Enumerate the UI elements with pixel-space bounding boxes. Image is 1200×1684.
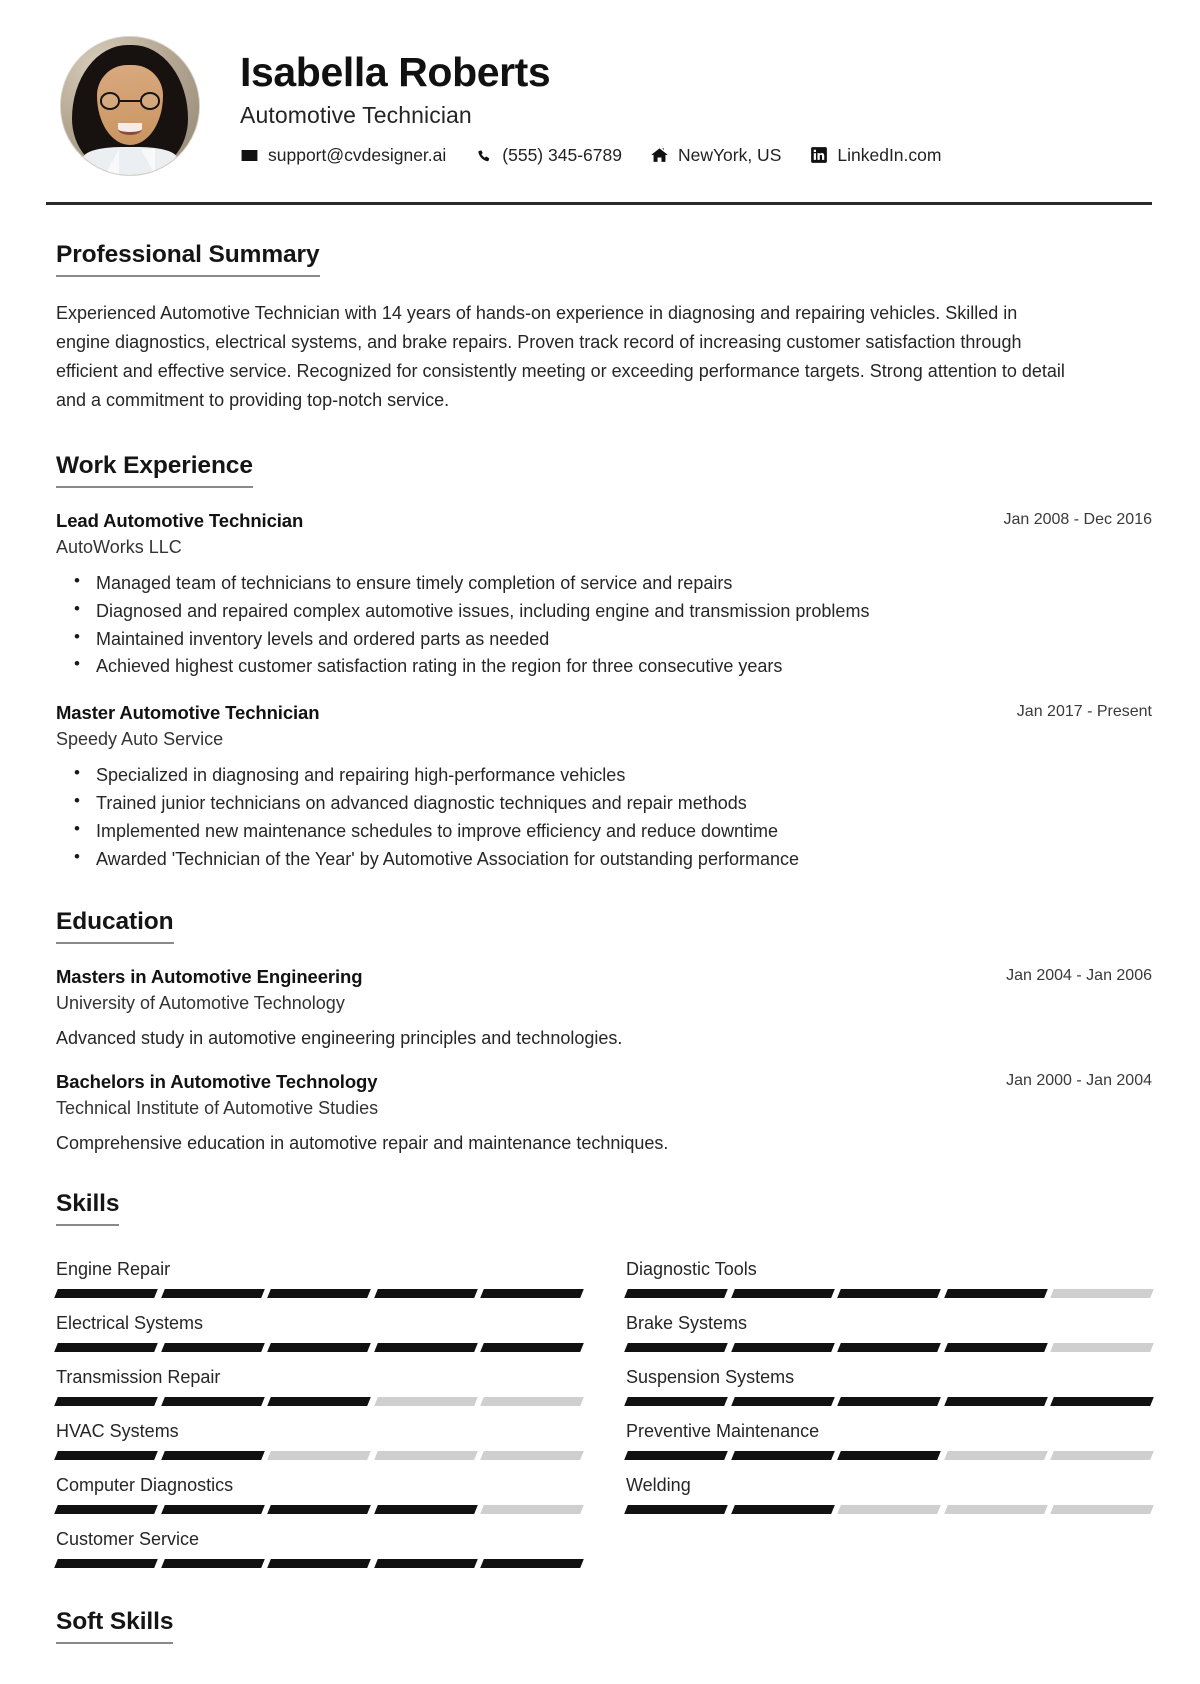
work-entry-header	[56, 702, 1152, 724]
work-bullet: • Trained junior technicians on advanced diagnostic techniques and repair methods	[96, 790, 1152, 816]
work-role: Master Automotive Technician	[56, 701, 320, 723]
skill-segment-filled	[1051, 1397, 1154, 1406]
skill-segment-empty	[1051, 1289, 1154, 1298]
skill-segment-filled	[624, 1451, 727, 1460]
envelope-icon	[240, 146, 259, 165]
photo-smile	[118, 123, 143, 135]
skill-segment-filled	[161, 1559, 264, 1568]
skill-segment-filled	[731, 1343, 834, 1352]
skill-segment-filled	[161, 1397, 264, 1406]
photo-collar-left	[105, 149, 119, 175]
resume-body	[0, 241, 1200, 1644]
skill-item	[56, 1406, 582, 1460]
skill-segment-filled	[161, 1451, 264, 1460]
skill-item	[626, 1244, 1152, 1298]
section-work-experience	[56, 452, 1152, 873]
work-bullet: • Diagnosed and repaired complex automotive issues, including engine and transmission problems	[96, 598, 1152, 624]
skill-segment-empty	[481, 1505, 584, 1514]
skill-level-bar	[56, 1451, 582, 1460]
skill-segment-filled	[54, 1559, 157, 1568]
skill-segment-filled	[837, 1289, 940, 1298]
work-bullet-list	[56, 762, 1152, 872]
summary-text: Experienced Automotive Technician with 14 years of hands-on experience in diagnosing and repairing vehicles. Skilled in engine diagnostics, electrical systems, and brake repairs. Proven track record of increasing customer satisfaction through efficient and effective service. Recognized for consistently meeting or exceeding performance targets. Strong attention to detail and a commitment to providing top-notch service.	[56, 303, 1065, 411]
skill-name: Suspension Systems	[626, 1367, 795, 1388]
skill-name: Computer Diagnostics	[56, 1475, 234, 1496]
skill-segment-filled	[161, 1505, 264, 1514]
skill-segment-filled	[481, 1559, 584, 1568]
education-entry	[56, 1071, 1152, 1154]
skill-segment-empty	[837, 1505, 940, 1514]
skill-segment-filled	[267, 1505, 370, 1514]
header-info	[240, 46, 1152, 165]
photo-collar-right	[141, 149, 155, 175]
section-title-skills: Skills	[56, 1190, 119, 1226]
skill-segment-filled	[944, 1289, 1047, 1298]
work-entry	[56, 702, 1152, 872]
skill-name: Brake Systems	[626, 1313, 748, 1334]
skill-item	[626, 1352, 1152, 1406]
skill-segment-filled	[624, 1289, 727, 1298]
education-degree: Bachelors in Automotive Technology	[56, 1071, 378, 1093]
skill-item	[56, 1352, 582, 1406]
skill-segment-filled	[54, 1397, 157, 1406]
skill-segment-filled	[267, 1397, 370, 1406]
candidate-name: Isabella Roberts	[240, 49, 551, 96]
education-institution: Technical Institute of Automotive Studies	[56, 1098, 379, 1119]
section-education	[56, 908, 1152, 1154]
skill-level-bar	[56, 1397, 582, 1406]
work-bullet: • Achieved highest customer satisfaction rating in the region for three consecutive years	[96, 653, 1152, 679]
work-organization: AutoWorks LLC	[56, 536, 182, 557]
skill-segment-filled	[374, 1559, 477, 1568]
skill-level-bar	[626, 1451, 1152, 1460]
skill-segment-filled	[161, 1343, 264, 1352]
skill-segment-filled	[374, 1289, 477, 1298]
skill-segment-empty	[1051, 1505, 1154, 1514]
skill-segment-filled	[481, 1289, 584, 1298]
section-title-education: Education	[56, 908, 174, 944]
skill-segment-empty	[944, 1451, 1047, 1460]
header-divider	[46, 202, 1152, 205]
section-skills	[56, 1190, 1152, 1568]
skill-segment-filled	[837, 1343, 940, 1352]
education-entry-header	[56, 966, 1152, 988]
section-title-soft-skills: Soft Skills	[56, 1608, 173, 1644]
skill-level-bar	[56, 1505, 582, 1514]
work-bullet: • Awarded 'Technician of the Year' by Automotive Association for outstanding performance	[96, 846, 1152, 872]
skill-segment-filled	[837, 1451, 940, 1460]
skill-segment-empty	[374, 1397, 477, 1406]
skill-segment-filled	[267, 1343, 370, 1352]
skill-segment-filled	[944, 1343, 1047, 1352]
work-bullet: • Maintained inventory levels and ordered parts as needed	[96, 626, 1152, 652]
skill-segment-filled	[731, 1289, 834, 1298]
skill-name: Diagnostic Tools	[626, 1259, 757, 1280]
skill-name: Welding	[626, 1475, 691, 1496]
education-description: Comprehensive education in automotive repair and maintenance techniques.	[56, 1133, 669, 1154]
skill-segment-empty	[481, 1397, 584, 1406]
skill-segment-filled	[731, 1451, 834, 1460]
skill-level-bar	[626, 1505, 1152, 1514]
work-date: Jan 2017 - Present	[1016, 702, 1152, 720]
section-professional-summary	[56, 241, 1152, 416]
skill-item	[626, 1406, 1152, 1460]
work-bullet: • Specialized in diagnosing and repairing high-performance vehicles	[96, 762, 1152, 788]
skill-segment-filled	[624, 1505, 727, 1514]
education-institution: University of Automotive Technology	[56, 993, 345, 1014]
contact-phone[interactable]	[474, 145, 622, 166]
contact-list	[240, 145, 1152, 166]
skill-segment-filled	[374, 1505, 477, 1514]
skill-segment-filled	[624, 1397, 727, 1406]
education-date: Jan 2004 - Jan 2006	[1006, 967, 1152, 985]
education-entry-header	[56, 1071, 1152, 1093]
skill-level-bar	[626, 1397, 1152, 1406]
work-organization: Speedy Auto Service	[56, 728, 224, 749]
work-entry	[56, 510, 1152, 680]
skill-segment-filled	[54, 1343, 157, 1352]
contact-location[interactable]	[650, 145, 781, 166]
home-icon	[650, 146, 669, 165]
candidate-job-title: Automotive Technician	[240, 101, 472, 128]
skill-segment-filled	[481, 1343, 584, 1352]
skill-level-bar	[626, 1343, 1152, 1352]
skill-segment-filled	[731, 1397, 834, 1406]
profile-photo	[60, 36, 200, 176]
work-entry-header	[56, 510, 1152, 532]
skill-level-bar	[56, 1343, 582, 1352]
skill-item	[56, 1298, 582, 1352]
skill-level-bar	[626, 1289, 1152, 1298]
skill-segment-filled	[54, 1289, 157, 1298]
skill-segment-empty	[481, 1451, 584, 1460]
resume-header	[0, 0, 1200, 176]
section-title-work-experience: Work Experience	[56, 452, 253, 488]
skill-segment-filled	[944, 1397, 1047, 1406]
contact-linkedin-value: LinkedIn.com	[837, 144, 942, 165]
education-description: Advanced study in automotive engineering principles and technologies.	[56, 1028, 623, 1049]
work-role: Lead Automotive Technician	[56, 509, 304, 531]
section-title-summary: Professional Summary	[56, 241, 320, 277]
photo-shirt	[83, 147, 177, 175]
skill-segment-empty	[374, 1451, 477, 1460]
skill-level-bar	[56, 1289, 582, 1298]
skill-segment-filled	[374, 1343, 477, 1352]
skill-name: Electrical Systems	[56, 1313, 204, 1334]
section-soft-skills	[56, 1608, 1152, 1644]
contact-location-value: NewYork, US	[677, 144, 782, 165]
skills-grid	[56, 1244, 1152, 1568]
education-entry	[56, 966, 1152, 1049]
work-bullet: • Managed team of technicians to ensure timely completion of service and repairs	[96, 570, 1152, 596]
skill-item	[56, 1514, 582, 1568]
skill-segment-empty	[1051, 1343, 1154, 1352]
skill-level-bar	[56, 1559, 582, 1568]
education-degree: Masters in Automotive Engineering	[56, 966, 363, 988]
contact-phone-value: (555) 345-6789	[502, 144, 622, 165]
skill-name: Engine Repair	[56, 1259, 171, 1280]
contact-linkedin[interactable]	[809, 145, 941, 166]
skill-segment-empty	[944, 1505, 1047, 1514]
skill-segment-filled	[624, 1343, 727, 1352]
linkedin-icon	[809, 146, 828, 165]
skill-name: Preventive Maintenance	[626, 1421, 820, 1442]
phone-icon	[474, 146, 493, 165]
skill-item	[56, 1244, 582, 1298]
work-bullet: • Implemented new maintenance schedules to improve efficiency and reduce downtime	[96, 818, 1152, 844]
contact-email[interactable]	[240, 145, 446, 166]
education-date: Jan 2000 - Jan 2004	[1006, 1072, 1152, 1090]
skill-segment-filled	[731, 1505, 834, 1514]
skill-segment-empty	[1051, 1451, 1154, 1460]
contact-email-value: support@cvdesigner.ai	[268, 144, 447, 165]
skill-segment-filled	[837, 1397, 940, 1406]
skill-segment-filled	[54, 1451, 157, 1460]
skill-item	[626, 1298, 1152, 1352]
skill-item	[56, 1460, 582, 1514]
skill-name: Transmission Repair	[56, 1367, 221, 1388]
skill-item	[626, 1460, 1152, 1514]
skill-segment-filled	[54, 1505, 157, 1514]
work-date: Jan 2008 - Dec 2016	[1003, 510, 1152, 528]
photo-glasses-bridge	[120, 100, 139, 103]
skill-segment-filled	[161, 1289, 264, 1298]
work-bullet-list	[56, 570, 1152, 680]
skill-segment-filled	[267, 1559, 370, 1568]
skill-segment-empty	[267, 1451, 370, 1460]
skill-segment-filled	[267, 1289, 370, 1298]
skill-name: HVAC Systems	[56, 1421, 179, 1442]
skill-name: Customer Service	[56, 1529, 200, 1550]
